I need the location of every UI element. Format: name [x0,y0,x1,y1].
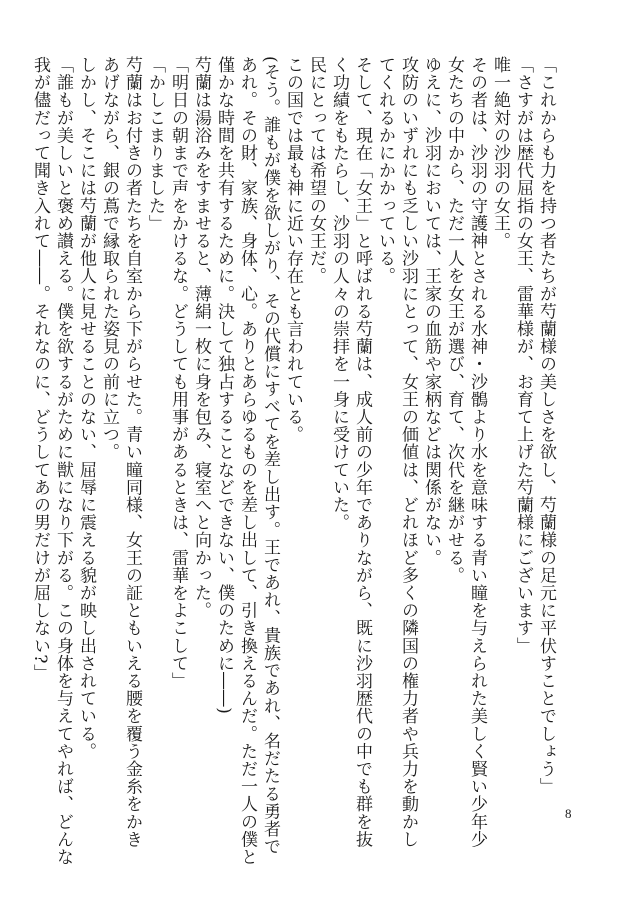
text-line: しかし、そこには芍蘭が他人に見せることのない、屈辱に震える貌が映し出されている。 [76,56,96,760]
text-line: く功績をもたらし、沙羽の人々の崇拝を一身に受けていた。 [329,56,349,532]
page-number: 8 [565,806,572,821]
text-line: (そう。誰もが僕を欲しがり、その代償にすべてを差し出す。王であれ、貴族であれ、名だたる勇者で [260,56,280,856]
text-line: 女たちの中から、ただ一人を女王が選び、育て、次代を継がせる。 [444,56,464,584]
text-line: 「これからも力を持つ者たちが芍蘭様の美しさを欲し、芍蘭様の足元に平伏すことでしょう」 [536,56,556,796]
text-line: この国では最も神に近い存在とも言われている。 [283,56,303,444]
text-line: 民にとっては希望の女王だ。 [306,56,326,285]
text-line: 攻防のいずれにも乏しい沙羽にとって、女王の価値は、どれほど多くの隣国の権力者や兵力を動かし [398,56,418,848]
vertical-text-body [30,56,557,866]
text-line: 僅かな時間を共有するために。決して独占することなどできない、僕のために――) [214,56,234,715]
text-line: あげながら、銀の蔦で縁取られた姿見の前に立つ。 [99,56,119,461]
text-line: 唯一絶対の沙羽の女王。 [490,56,510,250]
text-line: てくれるかにかかっている。 [375,56,395,285]
text-line: ゆえに、沙羽においては、王家の血筋や家柄などは関係がない。 [421,56,441,567]
text-line: その者は、沙羽の守護神とされる水神・沙鶻より水を意味する青い瞳を与えられた美しく賢い少年少 [467,56,487,848]
text-line: 芍蘭は湯浴みをすませると、薄絹一枚に身を包み、寝室へと向かった。 [191,56,211,620]
text-line: あれ。その財、家族、身体、心。ありとあらゆるものを差し出して、引き換えるんだ。ただ一人の僕と [237,56,257,866]
text-line: そして、現在「女王」と呼ばれる芍蘭は、成人前の少年でありながら、既に沙羽歴代の中でも群を抜 [352,56,372,848]
text-line: 「かしこまりました」 [145,56,165,232]
text-line: 「明日の朝まで声をかけるな。どうしても用事があるときは、雷華をよこして」 [168,56,188,690]
text-line: 「誰もが美しいと褒め讃える。僕を欲するがために獣になり下がる。この身体を与えてやれば、どんな [53,56,73,866]
text-line: 芍蘭はお付きの者たちを自室から下がらせた。青い瞳同様、女王の証ともいえる腰を覆う金糸をかき [122,56,142,848]
text-line: 「さすがは歴代屈指の女王、雷華様が、お育て上げた芍蘭様にございます」 [513,56,533,655]
text-line: 我が儘だって聞き入れて――。それなのに、どうしてあの男だけが屈しない?」 [30,56,50,682]
